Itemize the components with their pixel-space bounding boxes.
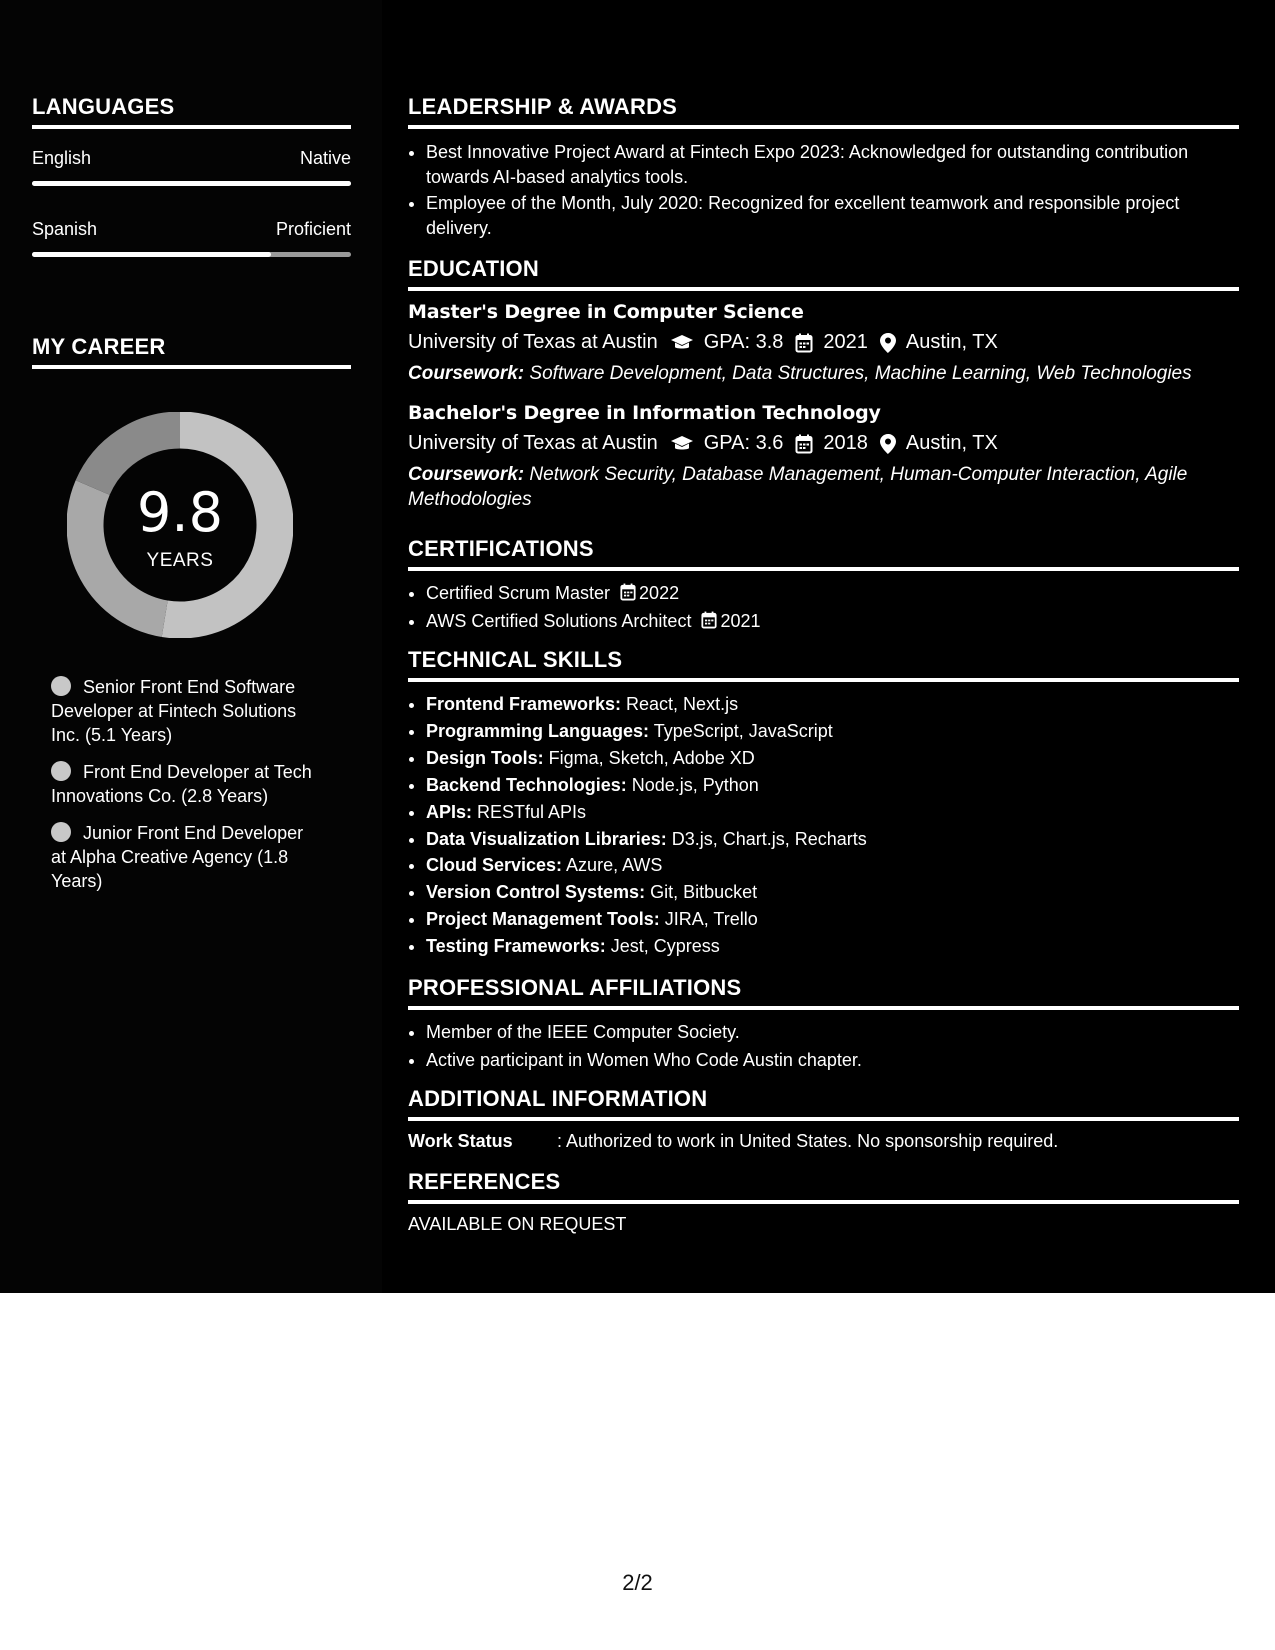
education-section xyxy=(408,256,1239,512)
skill-item xyxy=(426,772,1239,799)
skill-value: Azure, AWS xyxy=(562,855,663,876)
awards-list xyxy=(408,140,1239,241)
career-item xyxy=(51,760,321,808)
coursework-text: Network Security, Database Management, Human-Computer Interaction, Agile Methodologies xyxy=(408,464,1188,510)
skill-value: Jest, Cypress xyxy=(605,936,720,957)
awards-title: LEADERSHIP & AWARDS xyxy=(408,94,1239,129)
graduation-cap-icon xyxy=(670,334,694,352)
certifications-list xyxy=(408,580,1239,635)
skills-list xyxy=(408,691,1239,960)
work-status-value: : Authorized to work in United States. No sponsorship required. xyxy=(557,1131,1059,1151)
skill-value: JIRA, Trello xyxy=(659,909,758,930)
award-item: • Best Innovative Project Award at Fintech Expo 2023: Acknowledged for outstanding contribution towards AI-based analytics tools. xyxy=(426,140,1239,190)
skill-label: Frontend Frameworks: xyxy=(426,694,622,714)
certification-year: 2022 xyxy=(639,583,680,603)
career-list xyxy=(51,675,321,906)
total-years-label: YEARS xyxy=(146,550,214,571)
certifications-title: CERTIFICATIONS xyxy=(408,536,1239,571)
page-number: 2/2 xyxy=(622,1570,653,1595)
coursework xyxy=(408,361,1239,386)
education-details xyxy=(408,331,1239,354)
skill-label: Testing Frameworks: xyxy=(426,936,606,957)
language-level: Proficient xyxy=(275,219,351,239)
career-section xyxy=(32,334,351,369)
skill-value: React, Next.js xyxy=(621,694,739,714)
affiliations-section xyxy=(408,975,1239,1075)
language-level-bar xyxy=(32,181,351,186)
affiliations-title: PROFESSIONAL AFFILIATIONS xyxy=(408,975,1239,1010)
coursework xyxy=(408,462,1239,512)
gpa: GPA: 3.6 xyxy=(703,432,784,454)
calendar-icon xyxy=(795,434,813,454)
coursework-label: Coursework: xyxy=(408,464,525,485)
language-level-fill xyxy=(32,181,351,186)
career-item-text: Junior Front End Developer at Alpha Creative Agency (1.8 Years) xyxy=(51,823,304,891)
degree-title: Bachelor's Degree in Information Technology xyxy=(408,402,881,424)
skill-item xyxy=(426,826,1239,853)
career-item xyxy=(51,675,321,747)
skill-value: Git, Bitbucket xyxy=(645,882,758,903)
skill-item xyxy=(426,799,1239,826)
graduation-cap-icon xyxy=(670,435,694,453)
skill-item xyxy=(426,718,1239,745)
skill-label: Design Tools: xyxy=(426,747,544,768)
career-item xyxy=(51,821,321,893)
school-location: Austin, TX xyxy=(905,432,998,454)
skill-item xyxy=(426,906,1239,933)
affiliation-item: • Active participant in Women Who Code Austin chapter. xyxy=(426,1047,1239,1074)
skill-item xyxy=(426,745,1239,772)
map-pin-icon xyxy=(880,434,896,454)
certification-name: AWS Certified Solutions Architect xyxy=(426,611,692,631)
certification-name: Certified Scrum Master xyxy=(426,583,611,603)
references-section xyxy=(408,1169,1239,1235)
skill-label: Project Management Tools: xyxy=(426,909,660,930)
map-pin-icon xyxy=(880,333,896,353)
work-status-label: Work Status xyxy=(408,1131,513,1151)
career-item-text: Senior Front End Software Developer at Fintech Solutions Inc. (5.1 Years) xyxy=(51,677,297,745)
language-level: Native xyxy=(299,148,351,168)
degree-title: Master's Degree in Computer Science xyxy=(408,301,804,323)
award-item: • Employee of the Month, July 2020: Recognized for excellent teamwork and responsible project delivery. xyxy=(426,191,1239,241)
bullet-dot-icon xyxy=(51,676,71,696)
references-title: REFERENCES xyxy=(408,1169,1239,1204)
career-title: MY CAREER xyxy=(32,334,351,369)
calendar-icon xyxy=(620,583,636,601)
total-years-value: 9.8 xyxy=(137,481,223,544)
skill-item xyxy=(426,852,1239,879)
references-text: AVAILABLE ON REQUEST xyxy=(408,1214,627,1234)
graduation-year: 2021 xyxy=(823,331,868,353)
affiliation-item: • Member of the IEEE Computer Society. xyxy=(426,1019,1239,1046)
skills-section xyxy=(408,647,1239,960)
language-item xyxy=(32,148,351,186)
skills-title: TECHNICAL SKILLS xyxy=(408,647,1239,682)
skill-value: D3.js, Chart.js, Recharts xyxy=(666,828,867,849)
skill-label: Data Visualization Libraries: xyxy=(426,828,667,849)
skill-label: Version Control Systems: xyxy=(426,882,646,903)
certification-item xyxy=(426,608,1239,635)
certifications-section xyxy=(408,536,1239,636)
language-name: Spanish xyxy=(32,219,98,239)
language-name: English xyxy=(32,148,92,168)
certification-item xyxy=(426,580,1239,607)
additional-title: ADDITIONAL INFORMATION xyxy=(408,1086,1239,1121)
calendar-icon xyxy=(795,333,813,353)
skill-label: Programming Languages: xyxy=(426,720,650,741)
skill-value: RESTful APIs xyxy=(472,801,587,822)
school-name: University of Texas at Austin xyxy=(408,331,658,353)
skill-label: Backend Technologies: xyxy=(426,774,627,795)
language-level-fill xyxy=(32,252,271,257)
skill-value: TypeScript, JavaScript xyxy=(649,720,833,741)
work-status-row xyxy=(408,1131,1239,1152)
bullet-dot-icon xyxy=(51,822,71,842)
awards-section xyxy=(408,94,1239,242)
affiliations-list xyxy=(408,1019,1239,1074)
education-title: EDUCATION xyxy=(408,256,1239,291)
certification-year: 2021 xyxy=(720,611,761,631)
language-item xyxy=(32,219,351,257)
skill-label: Cloud Services: xyxy=(426,855,563,876)
education-details xyxy=(408,432,1239,455)
skill-item xyxy=(426,691,1239,718)
calendar-icon xyxy=(701,611,717,629)
bullet-dot-icon xyxy=(51,761,71,781)
school-name: University of Texas at Austin xyxy=(408,432,658,454)
education-entry xyxy=(408,402,1239,512)
career-item-text: Front End Developer at Tech Innovations Co. (2.8 Years) xyxy=(51,762,312,806)
coursework-label: Coursework: xyxy=(408,363,525,384)
skill-item xyxy=(426,933,1239,960)
additional-section xyxy=(408,1086,1239,1152)
career-segment-3 xyxy=(93,430,180,488)
career-donut-chart xyxy=(67,412,293,638)
coursework-text: Software Development, Data Structures, Machine Learning, Web Technologies xyxy=(524,363,1192,384)
languages-section xyxy=(32,94,351,257)
languages-title: LANGUAGES xyxy=(32,94,351,129)
school-location: Austin, TX xyxy=(905,331,998,353)
graduation-year: 2018 xyxy=(823,432,868,454)
education-entry xyxy=(408,301,1239,386)
gpa: GPA: 3.8 xyxy=(703,331,784,353)
skill-item xyxy=(426,879,1239,906)
skill-value: Node.js, Python xyxy=(626,774,759,795)
language-level-bar xyxy=(32,252,351,257)
skill-value: Figma, Sketch, Adobe XD xyxy=(543,747,755,768)
skill-label: APIs: xyxy=(426,801,473,822)
